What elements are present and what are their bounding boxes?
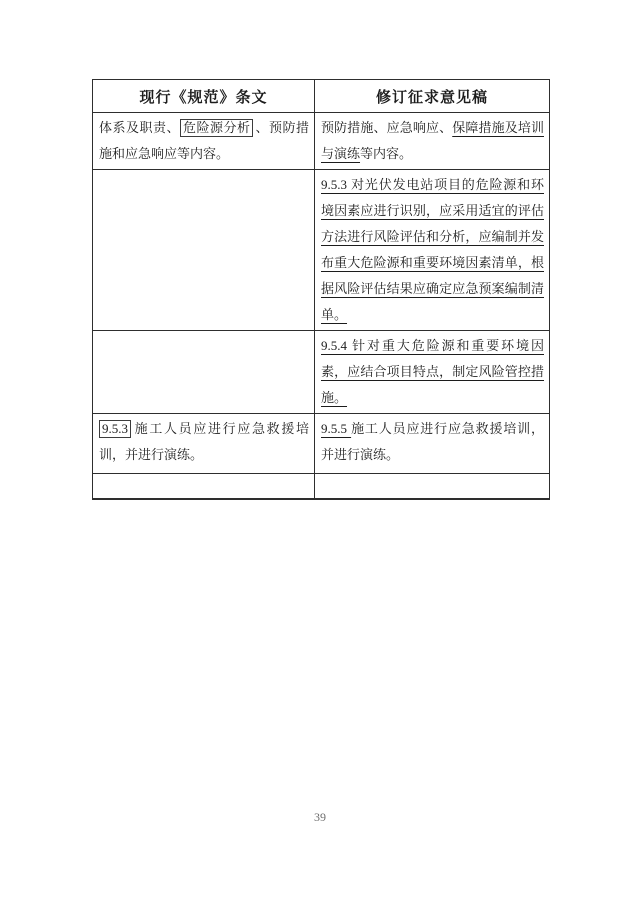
inserted-text-underlined: 9.5.4 针对重大危险源和重要环境因素，应结合项目特点，制定风险管控措施。 <box>321 338 544 405</box>
deleted-text-boxed: 危险源分析 <box>180 119 253 137</box>
text-segment: 预防措施、应急响应、 <box>321 120 453 135</box>
table-row <box>93 414 550 474</box>
table-cell-left <box>93 414 315 474</box>
table-row <box>93 474 550 499</box>
text-segment: 施工人员应进行应急救援培训，并进行演练。 <box>321 421 544 462</box>
page-number: 39 <box>314 810 326 824</box>
column-header-current-spec: 现行《规范》条文 <box>93 80 315 113</box>
column-header-revised-draft: 修订征求意见稿 <box>315 80 550 113</box>
table-row <box>93 331 550 414</box>
table-cell-right <box>315 170 550 331</box>
table-cell-left <box>93 113 315 170</box>
table-cell-right <box>315 331 550 414</box>
table-row <box>93 113 550 170</box>
table-cell-right <box>315 113 550 170</box>
text-segment: 体系及职责、 <box>99 120 180 135</box>
deleted-text-boxed: 9.5.3 <box>99 420 131 438</box>
text-segment: 、预防措施和应急响应等内容。 <box>99 120 309 161</box>
text-segment: 等内容。 <box>360 146 413 161</box>
table-header-row <box>93 80 550 113</box>
text-segment: 施工人员应进行应急救援培训，并进行演练。 <box>99 421 309 462</box>
inserted-text-underlined: 保障措施及培训与演练 <box>321 120 544 161</box>
table-cell-left <box>93 170 315 331</box>
inserted-text-underlined: 9.5.3 对光伏发电站项目的危险源和环境因素应进行识别，应采用适宜的评估方法进行风险评估和分析，应编制并发布重大危险源和重要环境因素清单，根据风险评估结果应确定应急预案编制清单。 <box>321 177 544 322</box>
table-cell-right <box>315 474 550 499</box>
table-cell-left <box>93 474 315 499</box>
inserted-text-underlined: 9.5.5 <box>321 421 352 436</box>
table-cell-left <box>93 331 315 414</box>
table-cell-right <box>315 414 550 474</box>
table-row <box>93 170 550 331</box>
revision-comparison-table <box>92 79 550 500</box>
